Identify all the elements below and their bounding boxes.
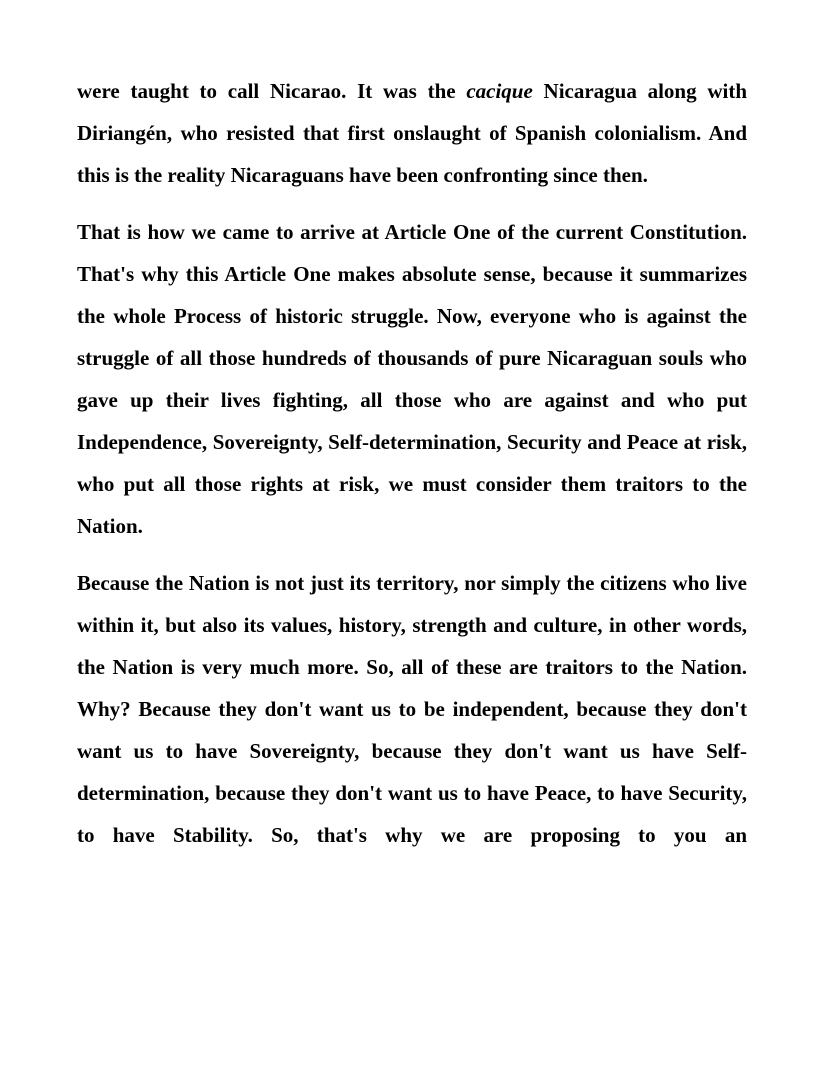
paragraph-1-text-b: Nicaragua along with Diriangén, who resisted that first onslaught of Spanish colonialism. And this is the reality Nicaraguans have been confronting since then. bbox=[77, 79, 747, 187]
paragraph-3: Because the Nation is not just its territory, nor simply the citizens who live within it, but also its values, history, strength and culture, in other words, the Nation is very much more. So, all of these are traitors to the Nation. Why? Because they don't want us to be independent, because they don't want us to have Sovereignty, because they don't want us have Self-determination, because they don't want us to have Peace, to have Security, to have Stability. So, that's why we are proposing to you an bbox=[77, 571, 747, 847]
document-page bbox=[77, 70, 747, 856]
paragraph-1-text-a: were taught to call Nicarao. It was the bbox=[77, 79, 467, 103]
paragraph-1 bbox=[77, 70, 747, 196]
paragraph-1-italic-term: cacique bbox=[466, 79, 533, 103]
paragraph-2: That is how we came to arrive at Article One of the current Constitution. That's why this Article One makes absolute sense, because it summarizes the whole Process of historic struggle. Now, everyone who is against the struggle of all those hundreds of thousands of pure Nicaraguan souls who gave up their lives fighting, all those who are against and who put Independence, Sovereignty, Self-determination, Security and Peace at risk, who put all those rights at risk, we must consider them traitors to the Nation. bbox=[77, 220, 747, 538]
